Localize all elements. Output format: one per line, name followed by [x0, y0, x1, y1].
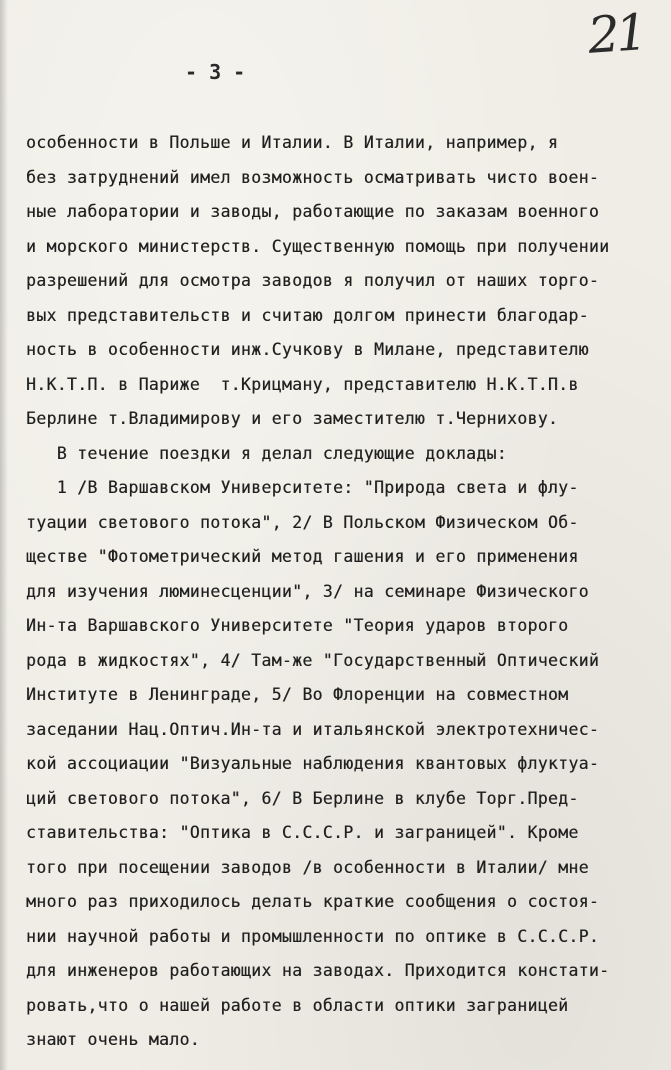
text-line: и морского министерств. Существенную помощь при получении — [26, 236, 610, 256]
text-line: кой ассоциации "Визуальные наблюдения квантовых флуктуа- — [26, 754, 600, 773]
text-line: для изучения люминесценции", 3/ на семинаре Физического — [26, 581, 589, 601]
handwritten-page-number: 21 — [586, 3, 646, 65]
text-line: много раз приходилось делать краткие сообщения о состоя- — [26, 892, 600, 911]
typed-page-number: - 3 - — [185, 60, 246, 84]
text-line: Берлине т.Владимирову и его заместителю т.Черниxову. — [26, 409, 559, 428]
text-line: знают очень мало. — [26, 1030, 200, 1049]
text-line: ций светового потока", 6/ В Берлине в клубе Торг.Пред- — [26, 788, 579, 808]
text-line: В течение поездки я делал следующие доклады: — [26, 443, 507, 463]
text-line: того при посещении заводов /в особенности в Италии/ мне — [26, 857, 589, 877]
text-line: ществе "Фотометрический метод гашения и его применения — [26, 547, 579, 566]
text-line: Н.К.Т.П. в Париже т.Крицману, представителю Н.К.Т.П.в — [26, 374, 579, 394]
text-line: особенности в Польше и Италии. В Италии, например, я — [26, 133, 559, 152]
text-line: рода в жидкостях", 4/ Там-же "Государственный Оптический — [26, 650, 600, 670]
body-text — [26, 130, 666, 1062]
text-line: ность в особенности инж.Сучкову в Милане, представителю — [26, 340, 589, 359]
text-line: заседании Нац.Оптич.Ин-та и итальянской электротехничес- — [26, 719, 600, 739]
text-line: ровать,что о нашей работе в области оптики заграницей — [26, 995, 569, 1015]
text-line: без затруднений имел возможность осматривать чисто воен- — [26, 167, 600, 187]
text-line: ставительства: "Оптика в С.С.С.Р. и заграницей". Кроме — [26, 823, 579, 842]
text-line: вых представительств и считаю долгом принести благодар- — [26, 305, 589, 325]
text-line: нии научной работы и промышленности по оптике в С.С.С.Р. — [26, 926, 600, 946]
text-line: ные лаборатории и заводы, работающие по заказам военного — [26, 202, 600, 221]
text-line: Ин-та Варшавского Университете "Теория ударов второго — [26, 616, 569, 635]
text-line: 1 /В Варшавском Университете: "Природа света и флу- — [26, 478, 579, 497]
text-line: туации светового потока", 2/ В Польском Физическом Об- — [26, 512, 579, 532]
page-edge-shadow — [0, 0, 8, 1070]
text-line: разрешений для осмотра заводов я получил от наших торго- — [26, 271, 600, 290]
text-line: для инженеров работающих на заводах. Приходится констати- — [26, 961, 610, 980]
text-line: Институте в Ленинграде, 5/ Во Флоренции на совместном — [26, 685, 569, 704]
